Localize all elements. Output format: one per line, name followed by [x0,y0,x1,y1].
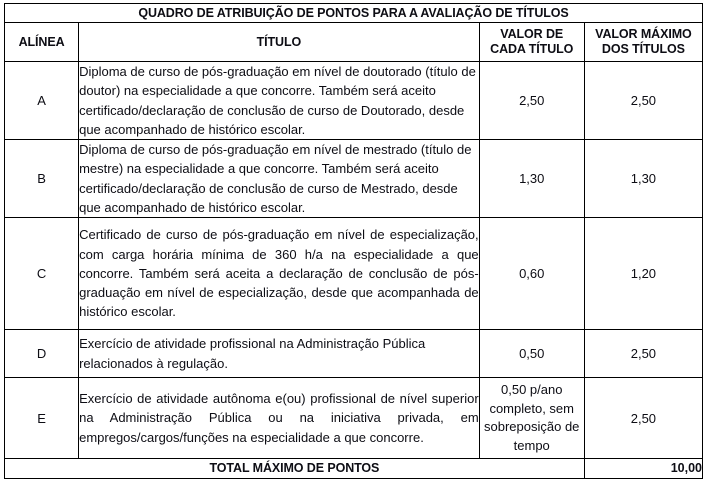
row-titulo-d: Exercício de atividade profissional na Administração Pública relacionados à regulação. [79,330,480,378]
row-valor-maximo-b: 1,30 [584,140,702,218]
row-titulo-e: Exercício de atividade autônoma e(ou) profissional de nível superior na Administração Pública ou na iniciativa privada, em empregos/cargos/funções na especialidade a que concorre. [79,378,480,459]
row-valor-cada-titulo-e: 0,50 p/ano completo, sem sobreposição de tempo [479,378,584,459]
page-title: QUADRO DE ATRIBUIÇÃO DE PONTOS PARA A AVALIAÇÃO DE TÍTULOS [5,4,703,23]
row-valor-maximo-a: 2,50 [584,62,702,140]
row-valor-cada-titulo-d: 0,50 [479,330,584,378]
table-row [5,62,703,140]
row-alinea-b: B [5,140,79,218]
row-alinea-c: C [5,218,79,330]
row-alinea-d: D [5,330,79,378]
row-titulo-a: Diploma de curso de pós-graduação em nível de doutorado (título de doutor) na especialidade a que concorre. Também será aceito certificado/declaração de conclusão de curso de Doutorado, desde que acompanhado de histórico escolar. [79,62,480,140]
points-attribution-table [4,3,703,479]
column-header-valor-cada-titulo [479,23,584,62]
column-header-alinea: ALÍNEA [5,23,79,62]
column-header-titulo: TÍTULO [79,23,480,62]
row-valor-maximo-d: 2,50 [584,330,702,378]
row-valor-cada-titulo-b: 1,30 [479,140,584,218]
total-points-label: TOTAL MÁXIMO DE PONTOS [5,459,585,479]
row-valor-maximo-c: 1,20 [584,218,702,330]
row-alinea-a: A [5,62,79,140]
column-header-valor-cada-titulo-line2: CADA TÍTULO [490,42,574,56]
table-title-row [5,4,703,23]
row-valor-cada-titulo-a: 2,50 [479,62,584,140]
table-row [5,330,703,378]
row-titulo-c: Certificado de curso de pós-graduação em nível de especialização, com carga horária mínima de 360 h/a na especialidade a que concorre. Também será aceita a declaração de conclusão de pós-graduação em nível de especialização, desde que acompanhada de histórico escolar. [79,218,480,330]
row-valor-maximo-e: 2,50 [584,378,702,459]
table-row [5,378,703,459]
table-footer-row [5,459,703,479]
table-header-row [5,23,703,62]
row-valor-cada-titulo-c: 0,60 [479,218,584,330]
column-header-valor-maximo [584,23,702,62]
total-points-value: 10,00 [584,459,702,479]
column-header-valor-maximo-line2: DOS TÍTULOS [601,42,685,56]
column-header-valor-cada-titulo-line1: VALOR DE [500,27,564,41]
row-titulo-b: Diploma de curso de pós-graduação em nível de mestrado (título de mestre) na especialidade a que concorre. Também será aceito certificado/declaração de conclusão de curso de Mestrado, desde que acompanhado de histórico escolar. [79,140,480,218]
table-row [5,140,703,218]
row-alinea-e: E [5,378,79,459]
column-header-valor-maximo-line1: VALOR MÁXIMO [595,27,692,41]
table-row [5,218,703,330]
